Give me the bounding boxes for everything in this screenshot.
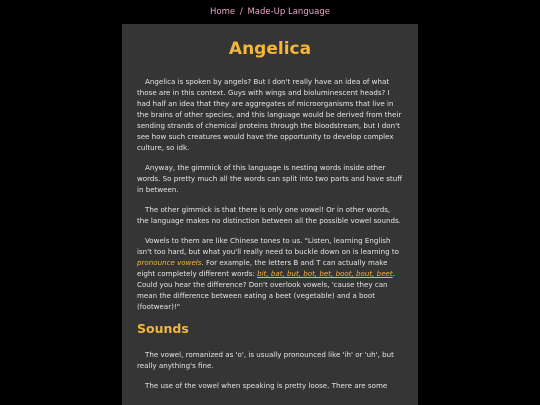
paragraph-vowel-romanization: The vowel, romanized as 'o', is usually pronounced like 'ih' or 'uh', but really anything's fine. bbox=[137, 350, 394, 370]
breadcrumb-home-link[interactable]: Home bbox=[210, 7, 236, 17]
vowels-text-a: Vowels to them are like Chinese tones to us. "Listen, learning English isn't too hard, but what you'll really need to buckle down on is learning to bbox=[137, 236, 399, 256]
vowels-text-b: . For example, the letters B and T can actually make eight completely different words: bbox=[137, 258, 388, 278]
paragraph-vowels-tones bbox=[137, 235, 403, 312]
breadcrumb-madeup-language-link[interactable]: Made-Up Language bbox=[247, 7, 330, 17]
pronounce-vowels-link[interactable]: pronounce vowels bbox=[137, 258, 202, 267]
page-title: Angelica bbox=[228, 39, 312, 59]
section-heading-sounds: Sounds bbox=[137, 321, 189, 336]
paragraph-gimmick-vowel: The other gimmick is that there is only one vowel! Or in other words, the language makes no distinction between all the possible vowel sounds. bbox=[137, 205, 401, 225]
breadcrumb bbox=[0, 0, 540, 24]
paragraph-gimmick-nesting: Anyway, the gimmick of this language is nesting words inside other words. So pretty much all the words can split into two parts and have stuff in between. bbox=[137, 163, 403, 194]
article-content bbox=[122, 24, 418, 391]
article-card bbox=[122, 24, 418, 405]
paragraph-vowel-usage: The use of the vowel when speaking is pretty loose. There are some bbox=[145, 381, 388, 390]
vowels-text-c: . Could you hear the difference? Don't overlook vowels, 'cause they can mean the difference between eating a beet (vegetable) and a boot (footwear)!" bbox=[137, 269, 395, 311]
word-examples-link[interactable]: bit, bat, but, bot, bet, boot, bout, beet bbox=[257, 269, 393, 278]
breadcrumb-separator: / bbox=[239, 7, 243, 17]
paragraph-intro: Angelica is spoken by angels? But I don't really have an idea of what those are in this context. Guys with wings and bioluminescent heads? I had half an idea that they are aggregates of microorganisms that live in the brains of other species, and this language would be derived from their sending strands of chemical proteins through the bloodstream, but I don't see how such creatures would have the opportunity to develop complex culture, so idk. bbox=[137, 77, 402, 152]
